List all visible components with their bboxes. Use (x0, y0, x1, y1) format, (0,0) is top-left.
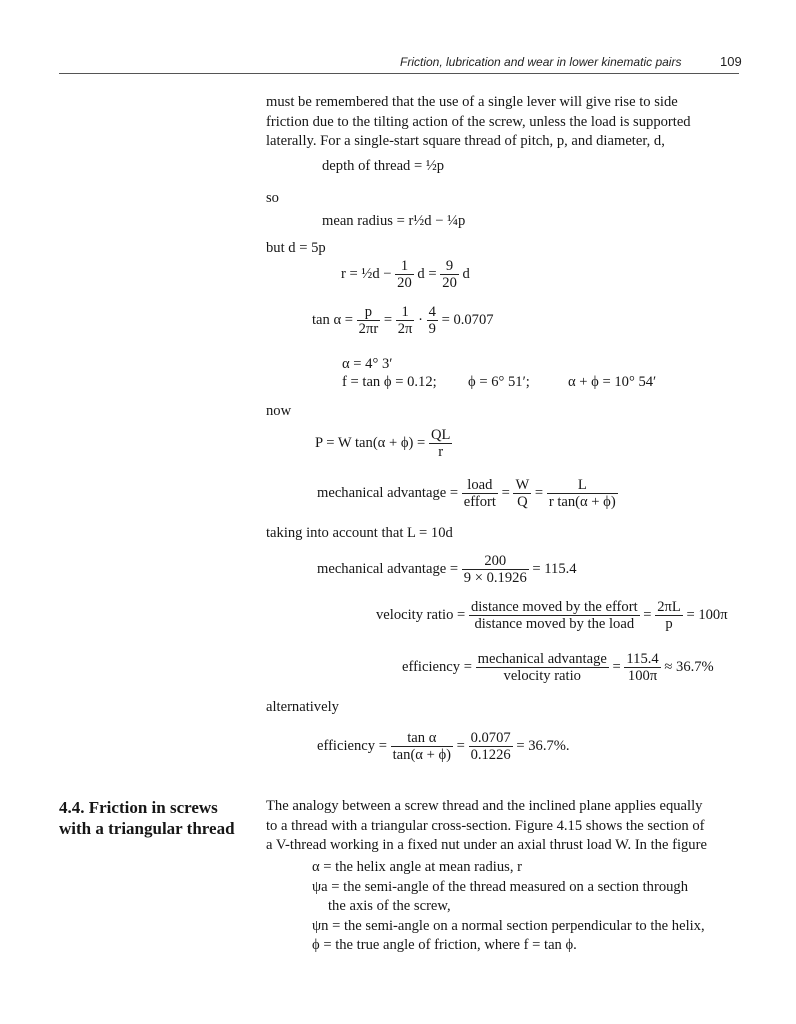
eq-efficiency-alt (317, 730, 570, 763)
text-taking-into-account: taking into account that L = 10d (266, 525, 453, 541)
section-line: a V-thread working in a fixed nut under an axial thrust load W. In the figure (266, 837, 707, 853)
frac-denominator: 20 (397, 275, 412, 291)
frac-numerator: L (547, 477, 618, 494)
intro-line: friction due to the tilting action of the screw, unless the load is supported (266, 113, 691, 130)
eq-ma2-lhs: mechanical advantage = (317, 560, 459, 577)
eq-eff-frac2 (624, 651, 660, 684)
eq-mechanical-advantage-value (317, 553, 577, 586)
frac-denominator: effort (463, 494, 496, 510)
eq-ma-frac1 (462, 477, 498, 510)
eq-ma-frac2 (513, 477, 531, 510)
frac-denominator: 2πr (358, 321, 379, 337)
eq-vr-lhs: velocity ratio = (376, 606, 466, 623)
text-but: but d = 5p (266, 240, 326, 256)
eq-eff-result: ≈ 36.7% (664, 658, 714, 675)
running-header-title: Friction, lubrication and wear in lower kinematic pairs (400, 55, 682, 69)
section-paragraph (266, 797, 707, 856)
eq-ma-equals2: = (534, 484, 544, 501)
eq-eff-lhs: efficiency = (402, 658, 472, 675)
section-line: The analogy between a screw thread and the inclined plane applies equally (266, 798, 703, 814)
frac-numerator: mechanical advantage (477, 651, 607, 667)
frac-numerator: 9 (440, 258, 459, 275)
section-heading-line: with a triangular thread (59, 819, 235, 838)
eq-ma2-frac (462, 553, 529, 586)
eq-vr-frac2 (655, 599, 683, 632)
eq-tan-frac1 (357, 304, 381, 337)
frac-numerator: p (357, 304, 381, 321)
frac-numerator: 4 (428, 304, 436, 320)
eq-r-frac1 (395, 258, 414, 291)
definition-item: ϕ = the true angle of friction, where f = tan ϕ. (312, 937, 577, 953)
text-alternatively: alternatively (266, 699, 339, 715)
eq-tan-alpha (312, 304, 494, 337)
eq-eff2-frac (391, 730, 453, 763)
eq-eff2-lhs: efficiency = (317, 737, 387, 754)
frac-numerator: W (515, 477, 530, 493)
eq-mechanical-advantage (317, 477, 618, 510)
eq-tan-equals: = (383, 311, 393, 328)
frac-denominator: r (438, 444, 444, 460)
eq-tan-lhs: tan α = (312, 311, 354, 328)
eq-alpha-plus-phi: α + ϕ = 10° 54′ (568, 374, 657, 390)
eq-tan-frac2 (396, 304, 415, 337)
eq-alpha-value: α = 4° 3′ (342, 356, 393, 372)
eq-P-frac (429, 427, 452, 460)
eq-velocity-ratio (376, 599, 728, 632)
intro-line: must be remembered that the use of a single lever will give rise to side (266, 94, 678, 110)
frac-numerator: 2πL (657, 599, 681, 615)
page-number: 109 (720, 54, 742, 69)
eq-vr-equals: = (643, 606, 652, 623)
frac-numerator: load (462, 477, 498, 494)
eq-r-end: d (462, 265, 470, 282)
eq-tan-frac3 (427, 304, 438, 337)
frac-numerator: 1 (396, 304, 415, 321)
frac-numerator: distance moved by the effort (470, 599, 638, 615)
eq-P-lhs: P = W tan(α + ϕ) = (315, 434, 426, 451)
frac-denominator: Q (517, 494, 528, 510)
frac-denominator: 20 (442, 275, 457, 291)
eq-P (315, 427, 452, 460)
frac-denominator: tan(α + ϕ) (392, 747, 452, 763)
frac-numerator: 115.4 (626, 651, 659, 667)
frac-denominator: 9 × 0.1926 (463, 570, 527, 586)
frac-numerator: QL (430, 427, 451, 443)
frac-numerator: tan α (391, 730, 453, 747)
frac-numerator: 200 (462, 553, 529, 570)
frac-numerator: 0.0707 (470, 730, 511, 746)
eq-r-lhs: r = ½d − (341, 265, 392, 282)
eq-f-tan-phi: f = tan ϕ = 0.12; (342, 374, 437, 390)
definition-item: α = the helix angle at mean radius, r (312, 859, 522, 875)
eq-mean-radius: mean radius = r½d − ¼p (322, 213, 466, 229)
section-line: to a thread with a triangular cross-section. Figure 4.15 shows the section of (266, 817, 705, 834)
eq-eff2-equals: = (456, 737, 465, 754)
eq-ma-equals1: = (501, 484, 510, 501)
text-so: so (266, 190, 279, 206)
definition-item: the axis of the screw, (328, 898, 451, 914)
frac-denominator: p (665, 616, 673, 632)
eq-phi-value: ϕ = 6° 51′; (468, 374, 530, 390)
frac-denominator: 9 (428, 321, 436, 337)
frac-denominator: 100π (627, 668, 658, 684)
eq-eff-equals: = (612, 658, 621, 675)
eq-ma-lhs: mechanical advantage = (317, 484, 459, 501)
eq-tan-dot: · (418, 311, 423, 328)
intro-line: laterally. For a single-start square thread of pitch, p, and diameter, d, (266, 133, 665, 149)
eq-r-frac2 (440, 258, 459, 291)
eq-vr-frac (469, 599, 640, 632)
eq-tan-result: = 0.0707 (441, 311, 494, 328)
frac-denominator: 0.1226 (470, 747, 511, 763)
header-rule (59, 73, 739, 74)
eq-r-mid: d = (417, 265, 437, 282)
eq-efficiency (402, 651, 714, 684)
eq-ma-frac3 (547, 477, 618, 510)
eq-ma2-result: = 115.4 (532, 560, 577, 577)
definition-item: ψn = the semi-angle on a normal section perpendicular to the helix, (312, 917, 705, 934)
eq-eff2-result: = 36.7%. (516, 737, 570, 754)
eq-eff2-frac2 (469, 730, 513, 763)
definition-list (312, 858, 705, 956)
frac-denominator: distance moved by the load (474, 616, 635, 632)
intro-paragraph (266, 93, 691, 152)
eq-r (341, 258, 470, 291)
text-now: now (266, 403, 292, 419)
frac-numerator: 1 (395, 258, 414, 275)
eq-vr-result: = 100π (686, 606, 728, 623)
frac-denominator: r tan(α + ϕ) (548, 494, 616, 510)
eq-eff-frac (476, 651, 609, 684)
eq-depth-of-thread: depth of thread = ½p (322, 158, 445, 174)
frac-denominator: velocity ratio (503, 668, 581, 684)
frac-denominator: 2π (397, 321, 413, 337)
definition-item: ψa = the semi-angle of the thread measured on a section through (312, 878, 689, 895)
section-heading (59, 797, 235, 839)
section-heading-line: 4.4. Friction in screws (59, 798, 218, 817)
